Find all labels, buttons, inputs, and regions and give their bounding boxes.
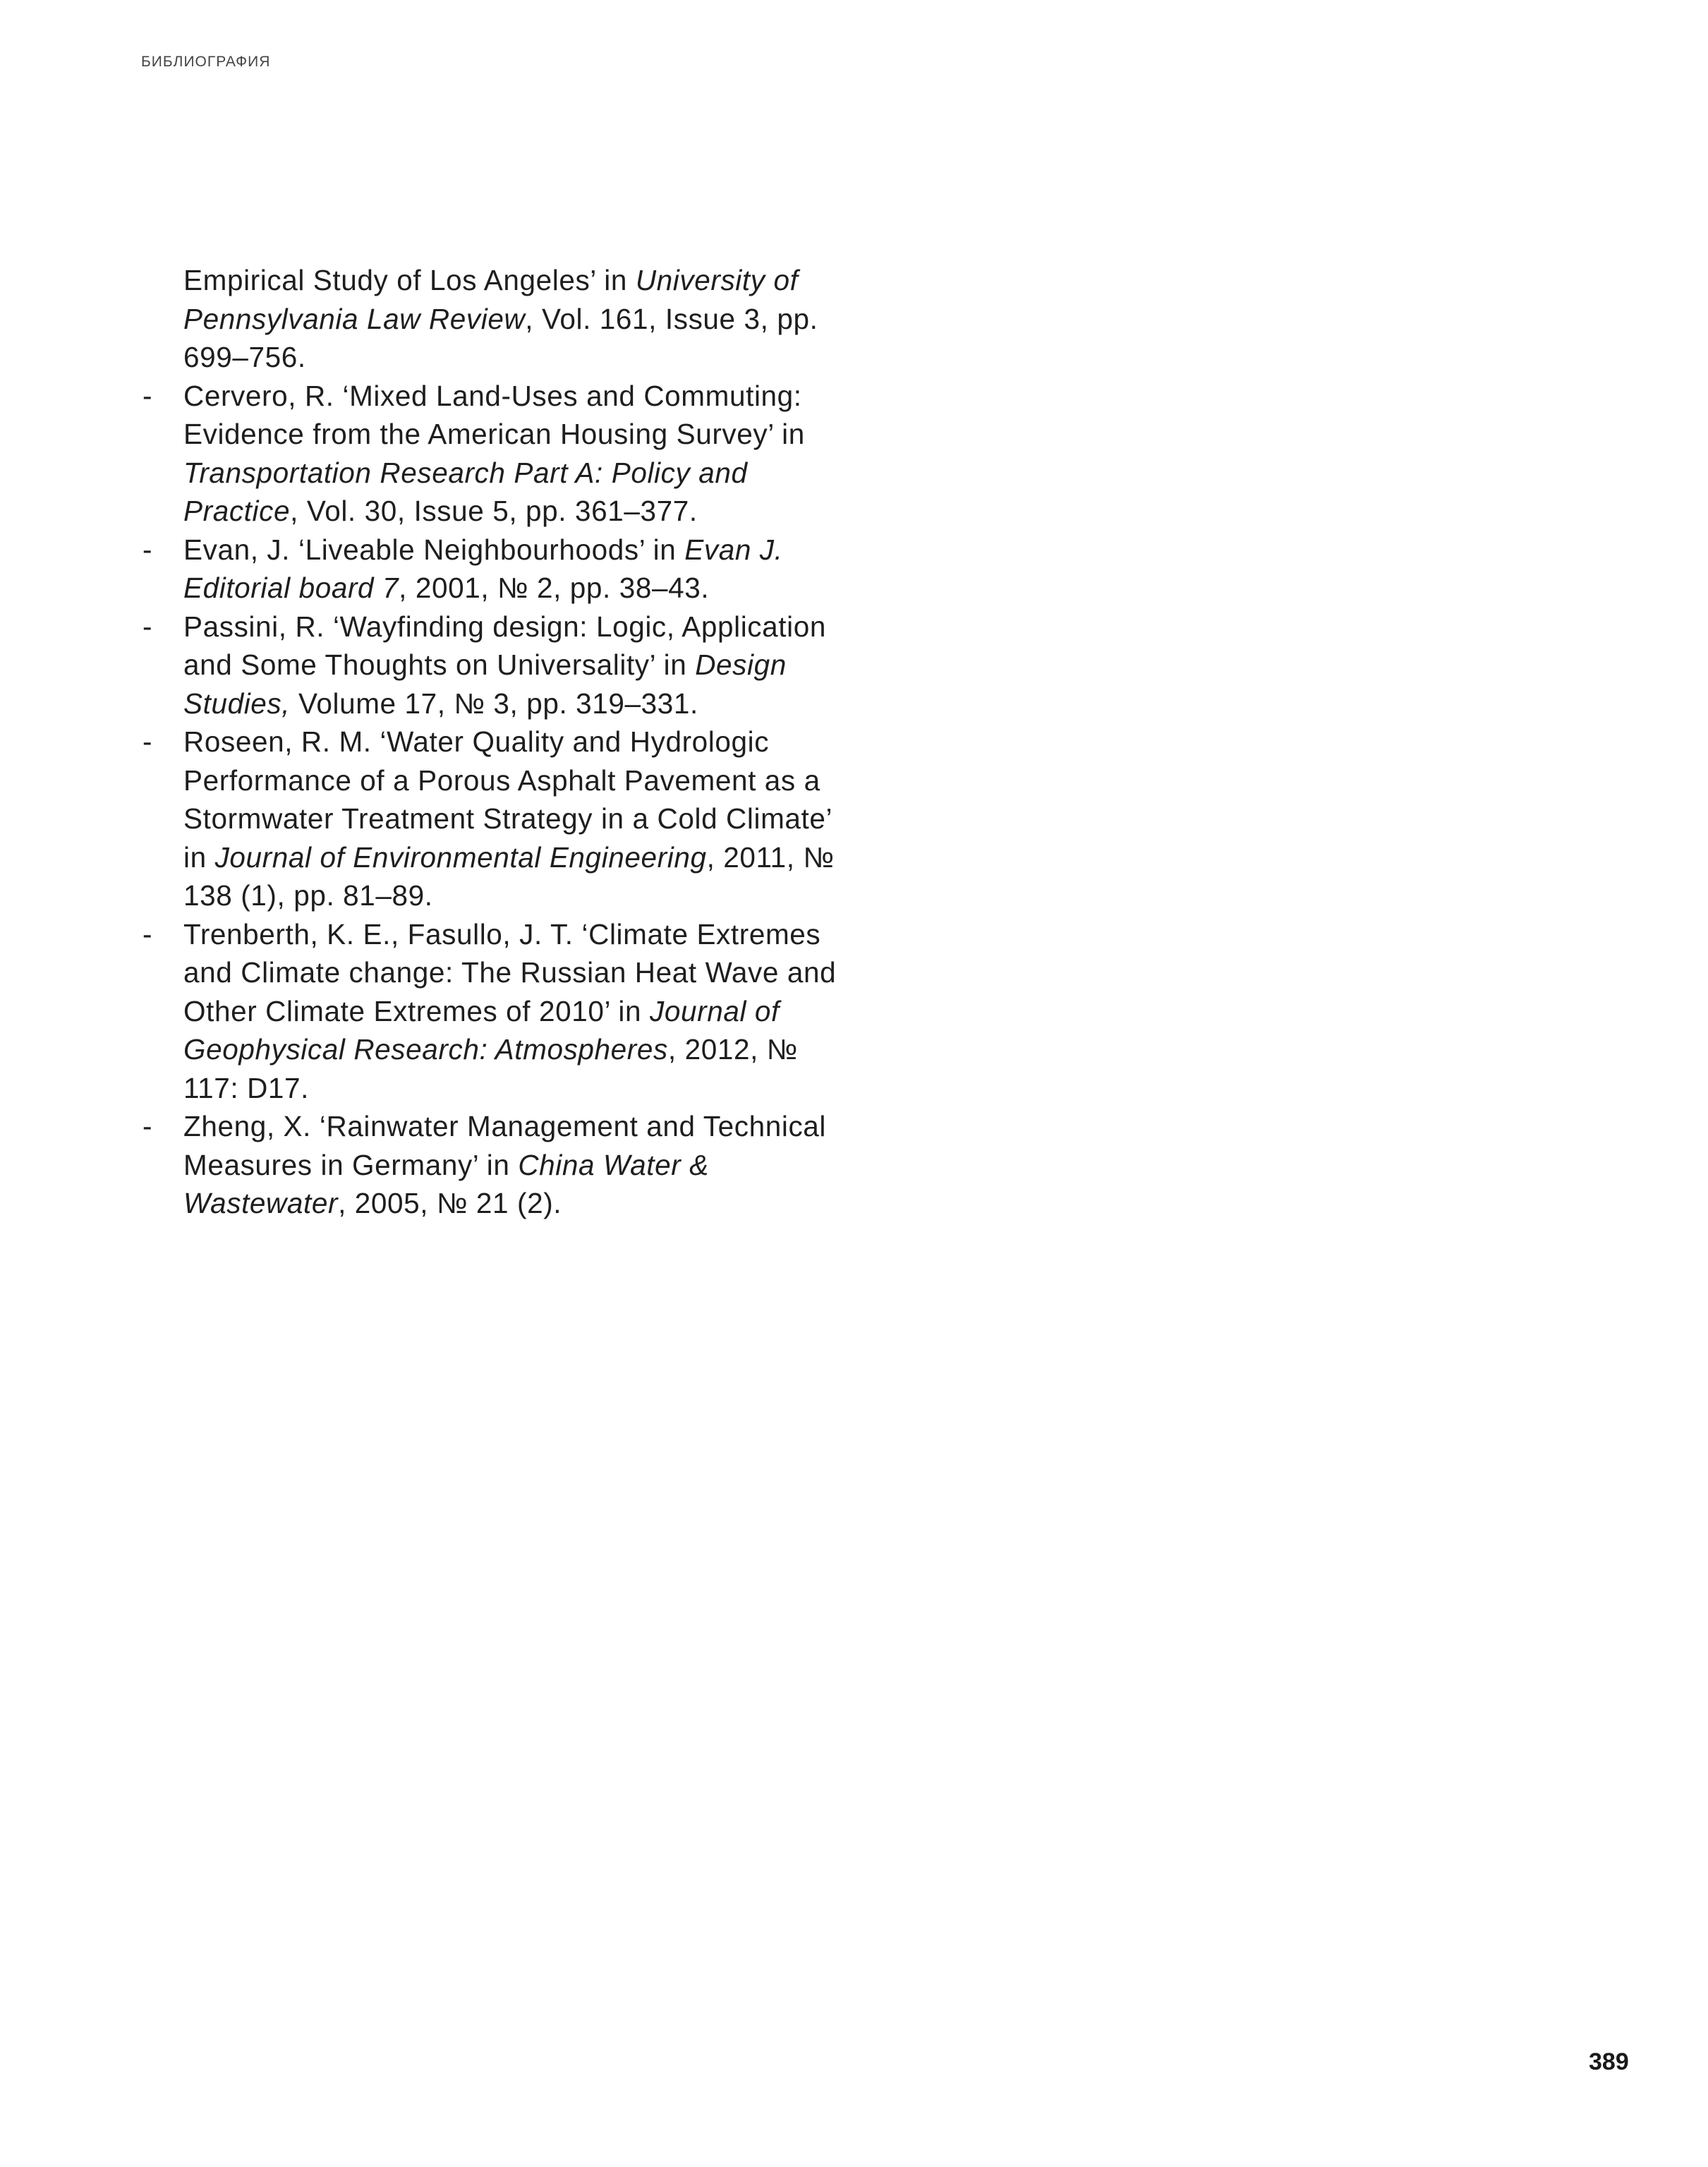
citation-text: , Vol. 30, Issue 5, pp. 361–377. [290, 495, 698, 527]
bibliography-list [141, 261, 861, 1223]
list-bullet: - [143, 917, 153, 950]
citation-text: Zheng, X. ‘Rainwater Management and Technical Measures in Germany’ in [183, 1110, 827, 1181]
bibliography-entry [141, 377, 861, 531]
page-number: 389 [1589, 2048, 1629, 2075]
bibliography-entry [141, 1107, 861, 1223]
bibliography-entry [141, 915, 861, 1108]
list-bullet: - [143, 610, 153, 643]
publication-title: Journal of Geophysical Research: Atmospheres [183, 994, 780, 1066]
publication-title: Transportation Research Part A: Policy and Practice [183, 456, 748, 527]
citation-text: Evan, J. ‘Liveable Neighbourhoods’ in [183, 533, 685, 566]
citation-text: , 2001, № 2, pp. 38–43. [399, 572, 710, 604]
publication-title: China Water & Wastewater [183, 1148, 709, 1219]
citation-text: , 2011, № 138 (1), pp. 81–89. [183, 840, 835, 912]
citation-text: , 2005, № 21 (2). [338, 1187, 562, 1219]
citation-text: Empirical Study of Los Angeles’ in [183, 264, 636, 296]
citation-text: , Vol. 161, Issue 3, pp. 699–756. [183, 302, 818, 373]
citation-text: Passini, R. ‘Wayfinding design: Logic, Application and Some Thoughts on Universality’ in [183, 610, 826, 681]
running-head: БИБЛИОГРАФИЯ [141, 54, 271, 70]
bibliography-entry [141, 531, 861, 608]
citation-text: Roseen, R. M. ‘Water Quality and Hydrologic Performance of a Porous Asphalt Pavement as a Stormwater Treatment Strategy in a Cold Climate’ in [183, 725, 832, 874]
list-bullet: - [143, 725, 153, 758]
citation-text: Trenberth, K. E., Fasullo, J. T. ‘Climate Extremes and Climate change: The Russian Heat Wave and Other Climate Extremes of 2010’ in [183, 917, 837, 1027]
citation-text: Cervero, R. ‘Mixed Land-Uses and Commuting: Evidence from the American Housing Survey’ in [183, 379, 805, 450]
citation-text: Volume 17, № 3, pp. 319–331. [290, 687, 698, 720]
publication-title: Journal of Environmental Engineering [214, 840, 707, 874]
citation-text: , 2012, № 117: D17. [183, 1033, 798, 1104]
publication-title: Design Studies, [183, 648, 787, 720]
list-bullet: - [143, 533, 153, 566]
publication-title: University of Pennsylvania Law Review [183, 264, 799, 335]
list-bullet: - [143, 1110, 153, 1142]
bibliography-entry [141, 723, 861, 915]
bibliography-entry-continued [141, 261, 861, 377]
publication-title: Evan J. Editorial board 7 [183, 533, 783, 604]
list-bullet: - [143, 379, 153, 412]
bibliography-entry [141, 608, 861, 723]
